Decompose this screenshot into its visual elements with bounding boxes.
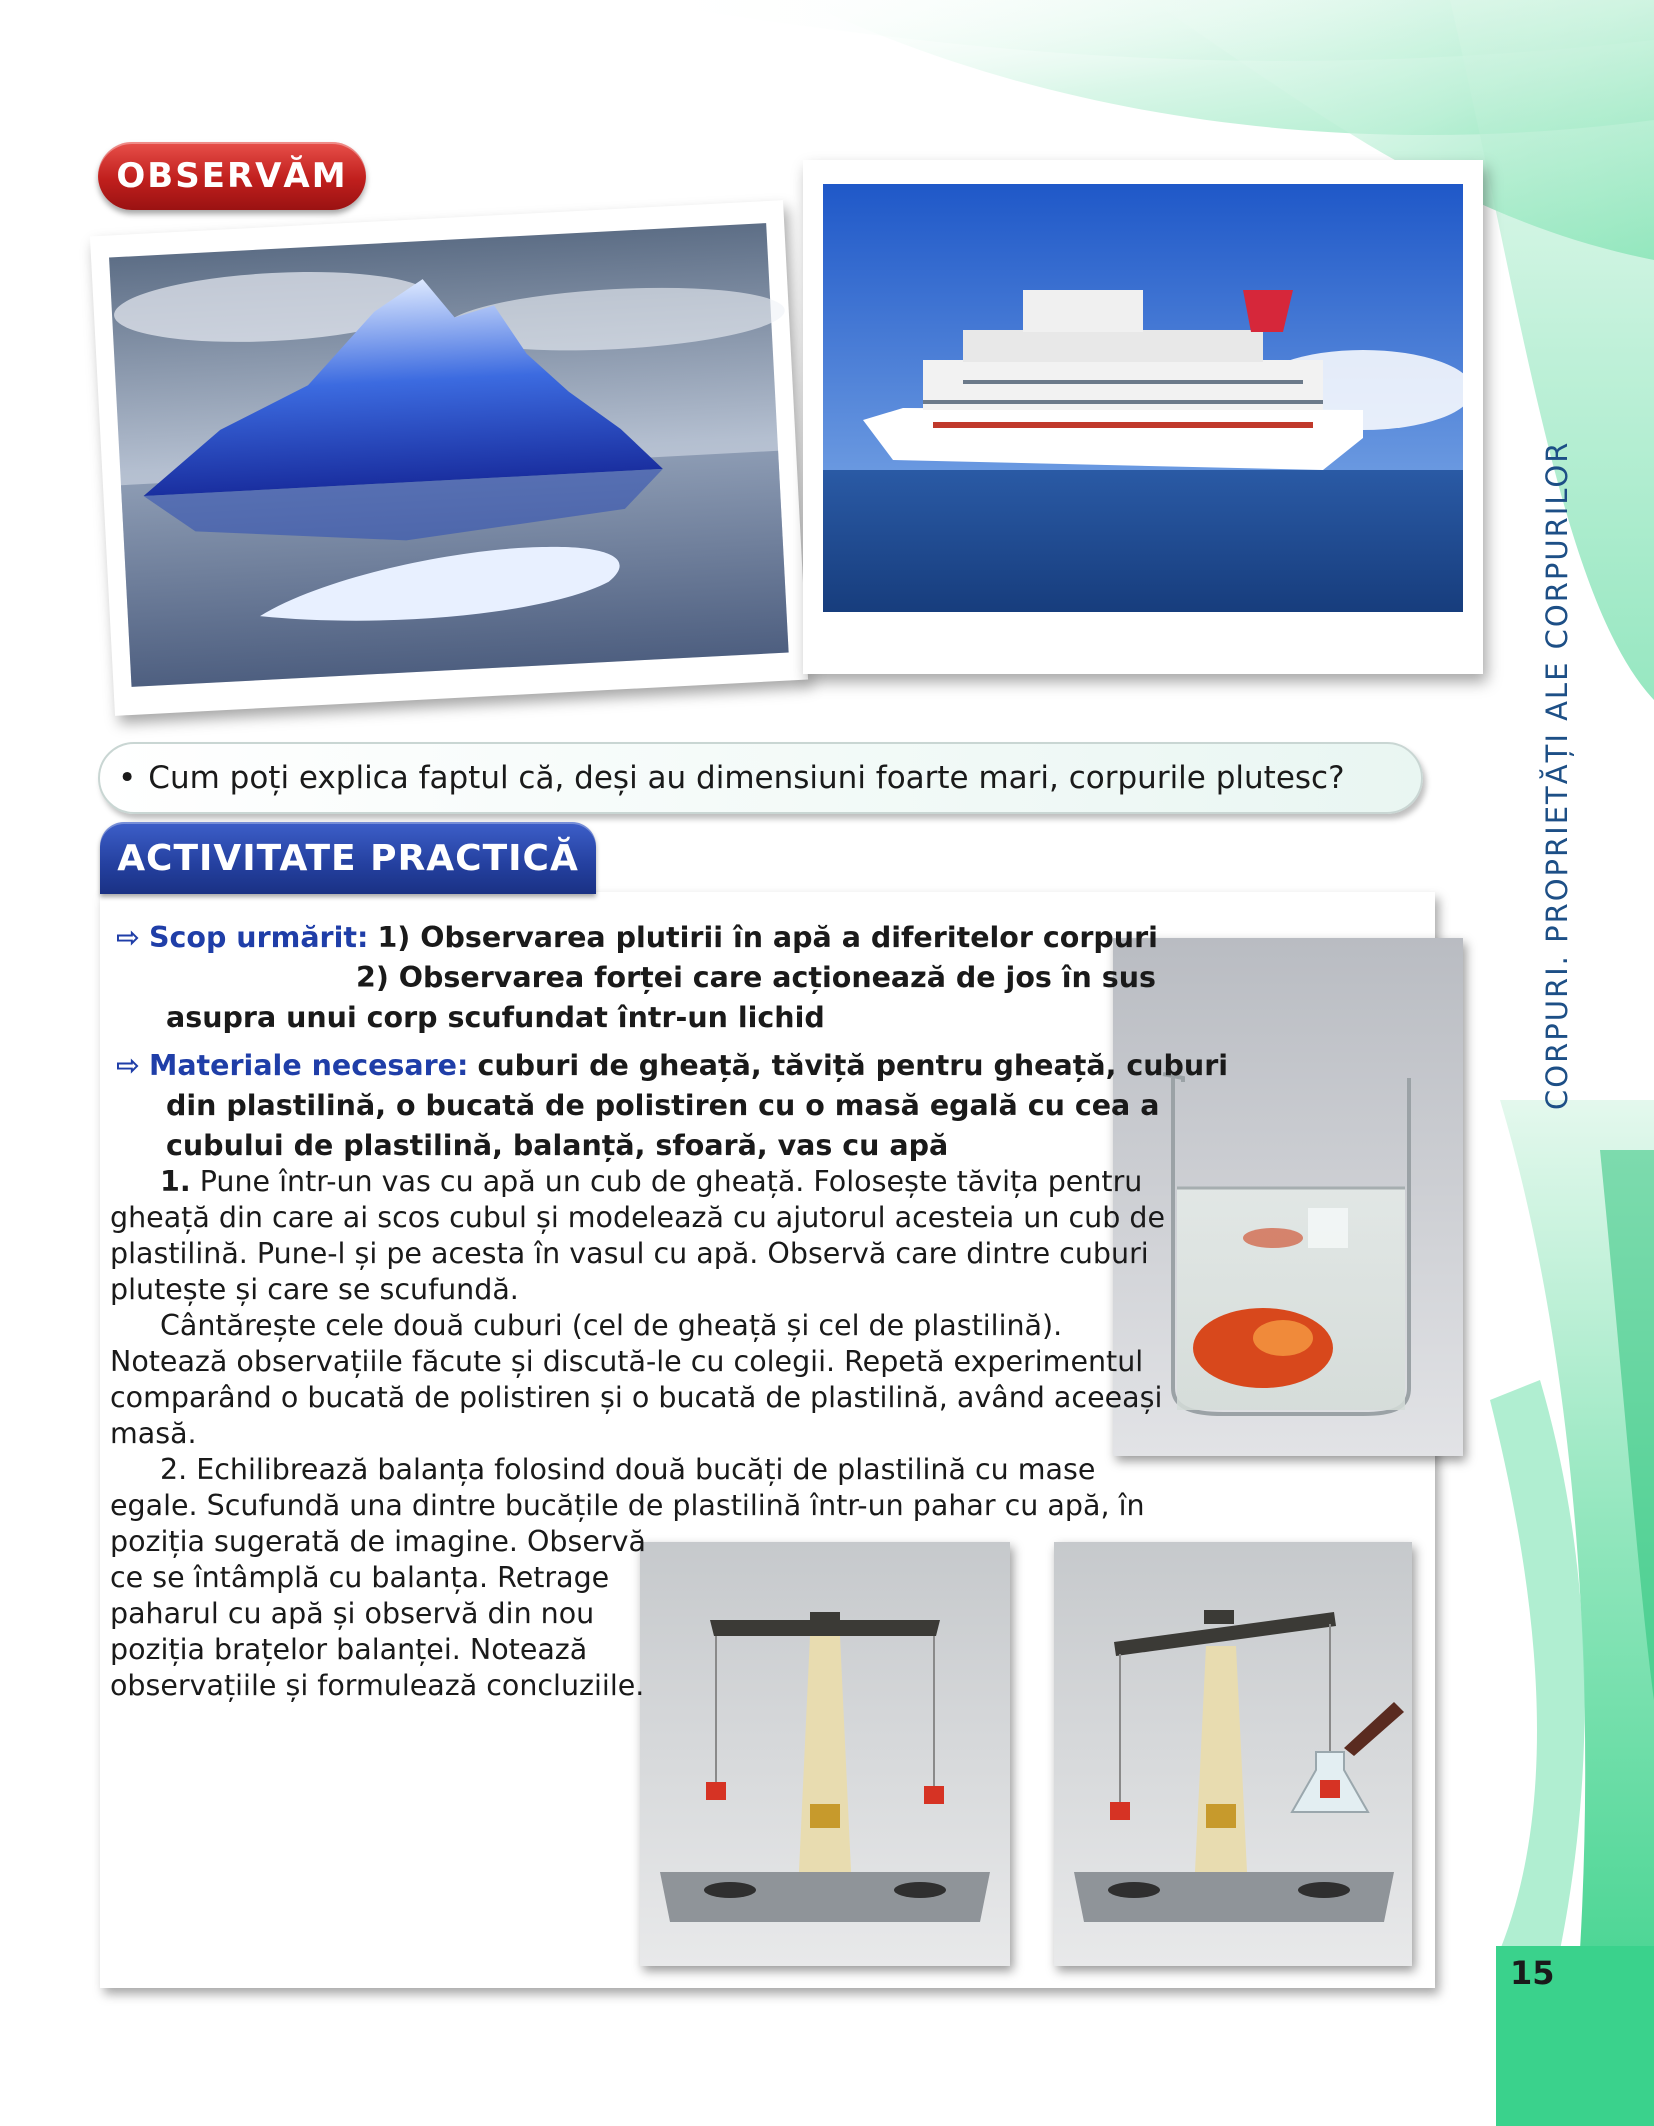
step1-line-4: plutește și care se scufundă. <box>110 1273 519 1306</box>
step2-line-2: egale. Scufundă una dintre bucățile de plastilină într-un pahar cu apă, în <box>110 1489 1145 1522</box>
beaker-photo <box>1113 938 1463 1456</box>
balance-image-2 <box>1054 1542 1412 1966</box>
activity-header-label: ACTIVITATE PRACTICĂ <box>117 837 579 879</box>
materials-text-3: cubului de plastilină, balanță, sfoară, vas cu apă <box>166 1129 949 1162</box>
iceberg-image <box>90 200 808 716</box>
materials-label: Materiale necesare: <box>148 1049 469 1082</box>
step2-line-1: 2. Echilibrează balanța folosind două bucăți de plastilină cu mase <box>160 1453 1096 1486</box>
step2-line-7: observațiile și formulează concluziile. <box>110 1669 645 1702</box>
step1b-line-1: Cântărește cele două cuburi (cel de gheață și cel de plastilină). <box>160 1309 1063 1342</box>
cruise-ship-image <box>803 160 1483 674</box>
scope-item-2-line-1: 2) Observarea forței care acționează de jos în sus <box>356 961 1156 994</box>
arrow-right-icon: ⇨ <box>116 921 140 954</box>
step1-line-3: plastilină. Pune-l și pe acesta în vasul cu apă. Observă care dintre cuburi <box>110 1237 1149 1270</box>
step2-line-5: paharul cu apă și observă din nou <box>110 1597 595 1630</box>
scope-line-1 <box>116 920 1158 956</box>
step1b-line-4: masă. <box>110 1417 197 1450</box>
step2-line-4: ce se întâmplă cu balanța. Retrage <box>110 1561 610 1594</box>
cruise-ship-photo <box>803 160 1483 674</box>
step1-line-2: gheață din care ai scos cubul și modelează cu ajutorul acesteia un cub de <box>110 1201 1165 1234</box>
question-bar <box>98 742 1423 814</box>
materials-text-2: din plastilină, o bucată de polistiren cu o masă egală cu cea a <box>166 1089 1160 1122</box>
materials-line-1 <box>116 1048 1228 1084</box>
iceberg-photo <box>90 200 808 716</box>
step1-line-1 <box>160 1164 1142 1200</box>
activity-header-badge <box>100 822 596 894</box>
scope-item-2-line-2: asupra unui corp scufundat într-un lichid <box>166 1001 825 1034</box>
balance-photo-equilibrium <box>640 1542 1010 1966</box>
arrow-right-icon: ⇨ <box>116 1049 140 1082</box>
observam-label: OBSERVĂM <box>116 156 348 196</box>
step2-line-6: poziția brațelor balanței. Notează <box>110 1633 588 1666</box>
balance-image-1 <box>640 1542 1010 1966</box>
step1b-line-3: comparând o bucată de polistiren și o bucată de plastilină, având aceeași <box>110 1381 1163 1414</box>
step1b-line-2: Notează observațiile făcute și discută-le cu colegii. Repetă experimentul <box>110 1345 1144 1378</box>
step1-text-1: Pune într-un vas cu apă un cub de gheață. Folosește tăvița pentru <box>199 1165 1143 1198</box>
step2-line-3: poziția sugerată de imagine. Observă <box>110 1525 646 1558</box>
page-number: 15 <box>1510 1954 1555 1992</box>
question-bullet: • <box>118 760 137 796</box>
balance-photo-submerged <box>1054 1542 1412 1966</box>
materials-text-1: cuburi de gheață, tăviță pentru gheață, cuburi <box>477 1049 1229 1082</box>
question-text: Cum poți explica faptul că, deși au dimensiuni foarte mari, corpurile plutesc? <box>148 760 1345 796</box>
chapter-side-title: CORPURI. PROPRIETĂȚI ALE CORPURILOR <box>1540 440 1574 1110</box>
scope-item-1: 1) Observarea plutirii în apă a diferitelor corpuri <box>377 921 1158 954</box>
observam-badge <box>98 142 366 210</box>
beaker-image <box>1113 938 1463 1456</box>
scope-label: Scop urmărit: <box>148 921 369 954</box>
step1-number: 1. <box>160 1165 191 1198</box>
